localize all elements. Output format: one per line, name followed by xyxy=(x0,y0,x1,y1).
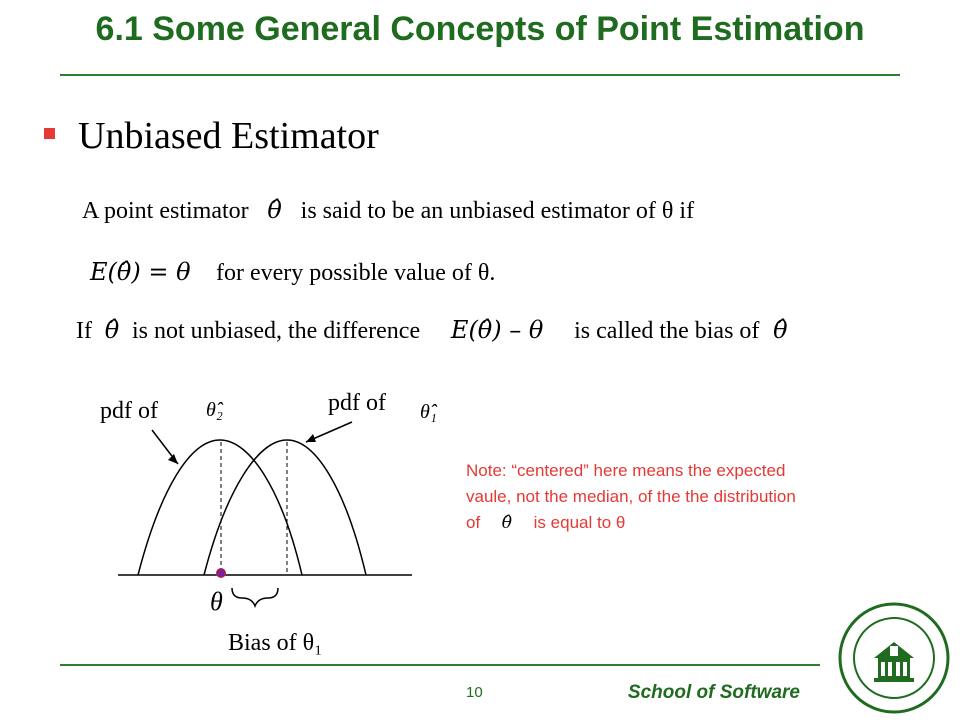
definition-text-b: is said to be an unbiased estimator of θ if xyxy=(300,198,695,224)
slide-title: 6.1 Some General Concepts of Point Estimation xyxy=(95,10,865,48)
school-name: School of Software xyxy=(627,682,800,703)
definition-text-a: A point estimator xyxy=(82,198,249,224)
theta-point xyxy=(217,569,226,578)
bullet-square-icon xyxy=(44,128,55,139)
theta-hat-symbol-2: θ̂ xyxy=(104,316,120,344)
pdf-label-2: pdf of xyxy=(100,398,158,424)
bias-label: Bias of θ₁ xyxy=(228,630,323,656)
bias-expression: E(θ̂) – θ xyxy=(450,316,544,344)
pdf-figure xyxy=(0,370,460,670)
expectation-equation: E(θ̂) = θ xyxy=(90,258,191,286)
definition-text-e: is called the bias of xyxy=(574,318,760,344)
definition-text-c: for every possible value of θ. xyxy=(216,260,496,286)
bias-brace xyxy=(232,588,278,606)
theta-hat-symbol: θ̂ xyxy=(267,196,282,224)
arrow-head-2-icon xyxy=(168,454,178,464)
theta-axis-label: θ xyxy=(210,587,223,616)
note-theta-hat: θ̂ xyxy=(501,513,513,533)
pdf-curve-1 xyxy=(204,440,366,575)
note-block xyxy=(466,458,946,536)
footer-rule xyxy=(60,664,820,666)
theta-hat-1-label: θ̂₁ xyxy=(420,401,437,423)
pdf-label-1: pdf of xyxy=(328,390,386,416)
university-seal-icon xyxy=(838,602,950,714)
note-line-1: Note: “centered” here means the expected xyxy=(466,461,786,480)
definition-text-if: If xyxy=(76,318,92,344)
definition-line-1 xyxy=(82,196,694,225)
theta-hat-2-label: θ̂₂ xyxy=(206,399,223,421)
section-heading: Unbiased Estimator xyxy=(78,115,379,157)
arrow-head-1-icon xyxy=(306,434,316,442)
definition-line-3 xyxy=(76,316,795,345)
note-line-3 xyxy=(466,510,946,536)
theta-hat-symbol-3: θ̂ xyxy=(773,316,788,344)
note-equal: is equal to θ xyxy=(533,513,626,532)
definition-text-d: is not unbiased, the difference xyxy=(131,318,421,344)
note-line-2: vaule, not the median, of the the distribution xyxy=(466,487,796,506)
title-rule xyxy=(60,74,900,76)
pdf-curve-2 xyxy=(138,440,302,575)
page-number: 10 xyxy=(466,684,483,701)
definition-line-2 xyxy=(90,258,495,287)
note-of: of xyxy=(466,513,481,532)
